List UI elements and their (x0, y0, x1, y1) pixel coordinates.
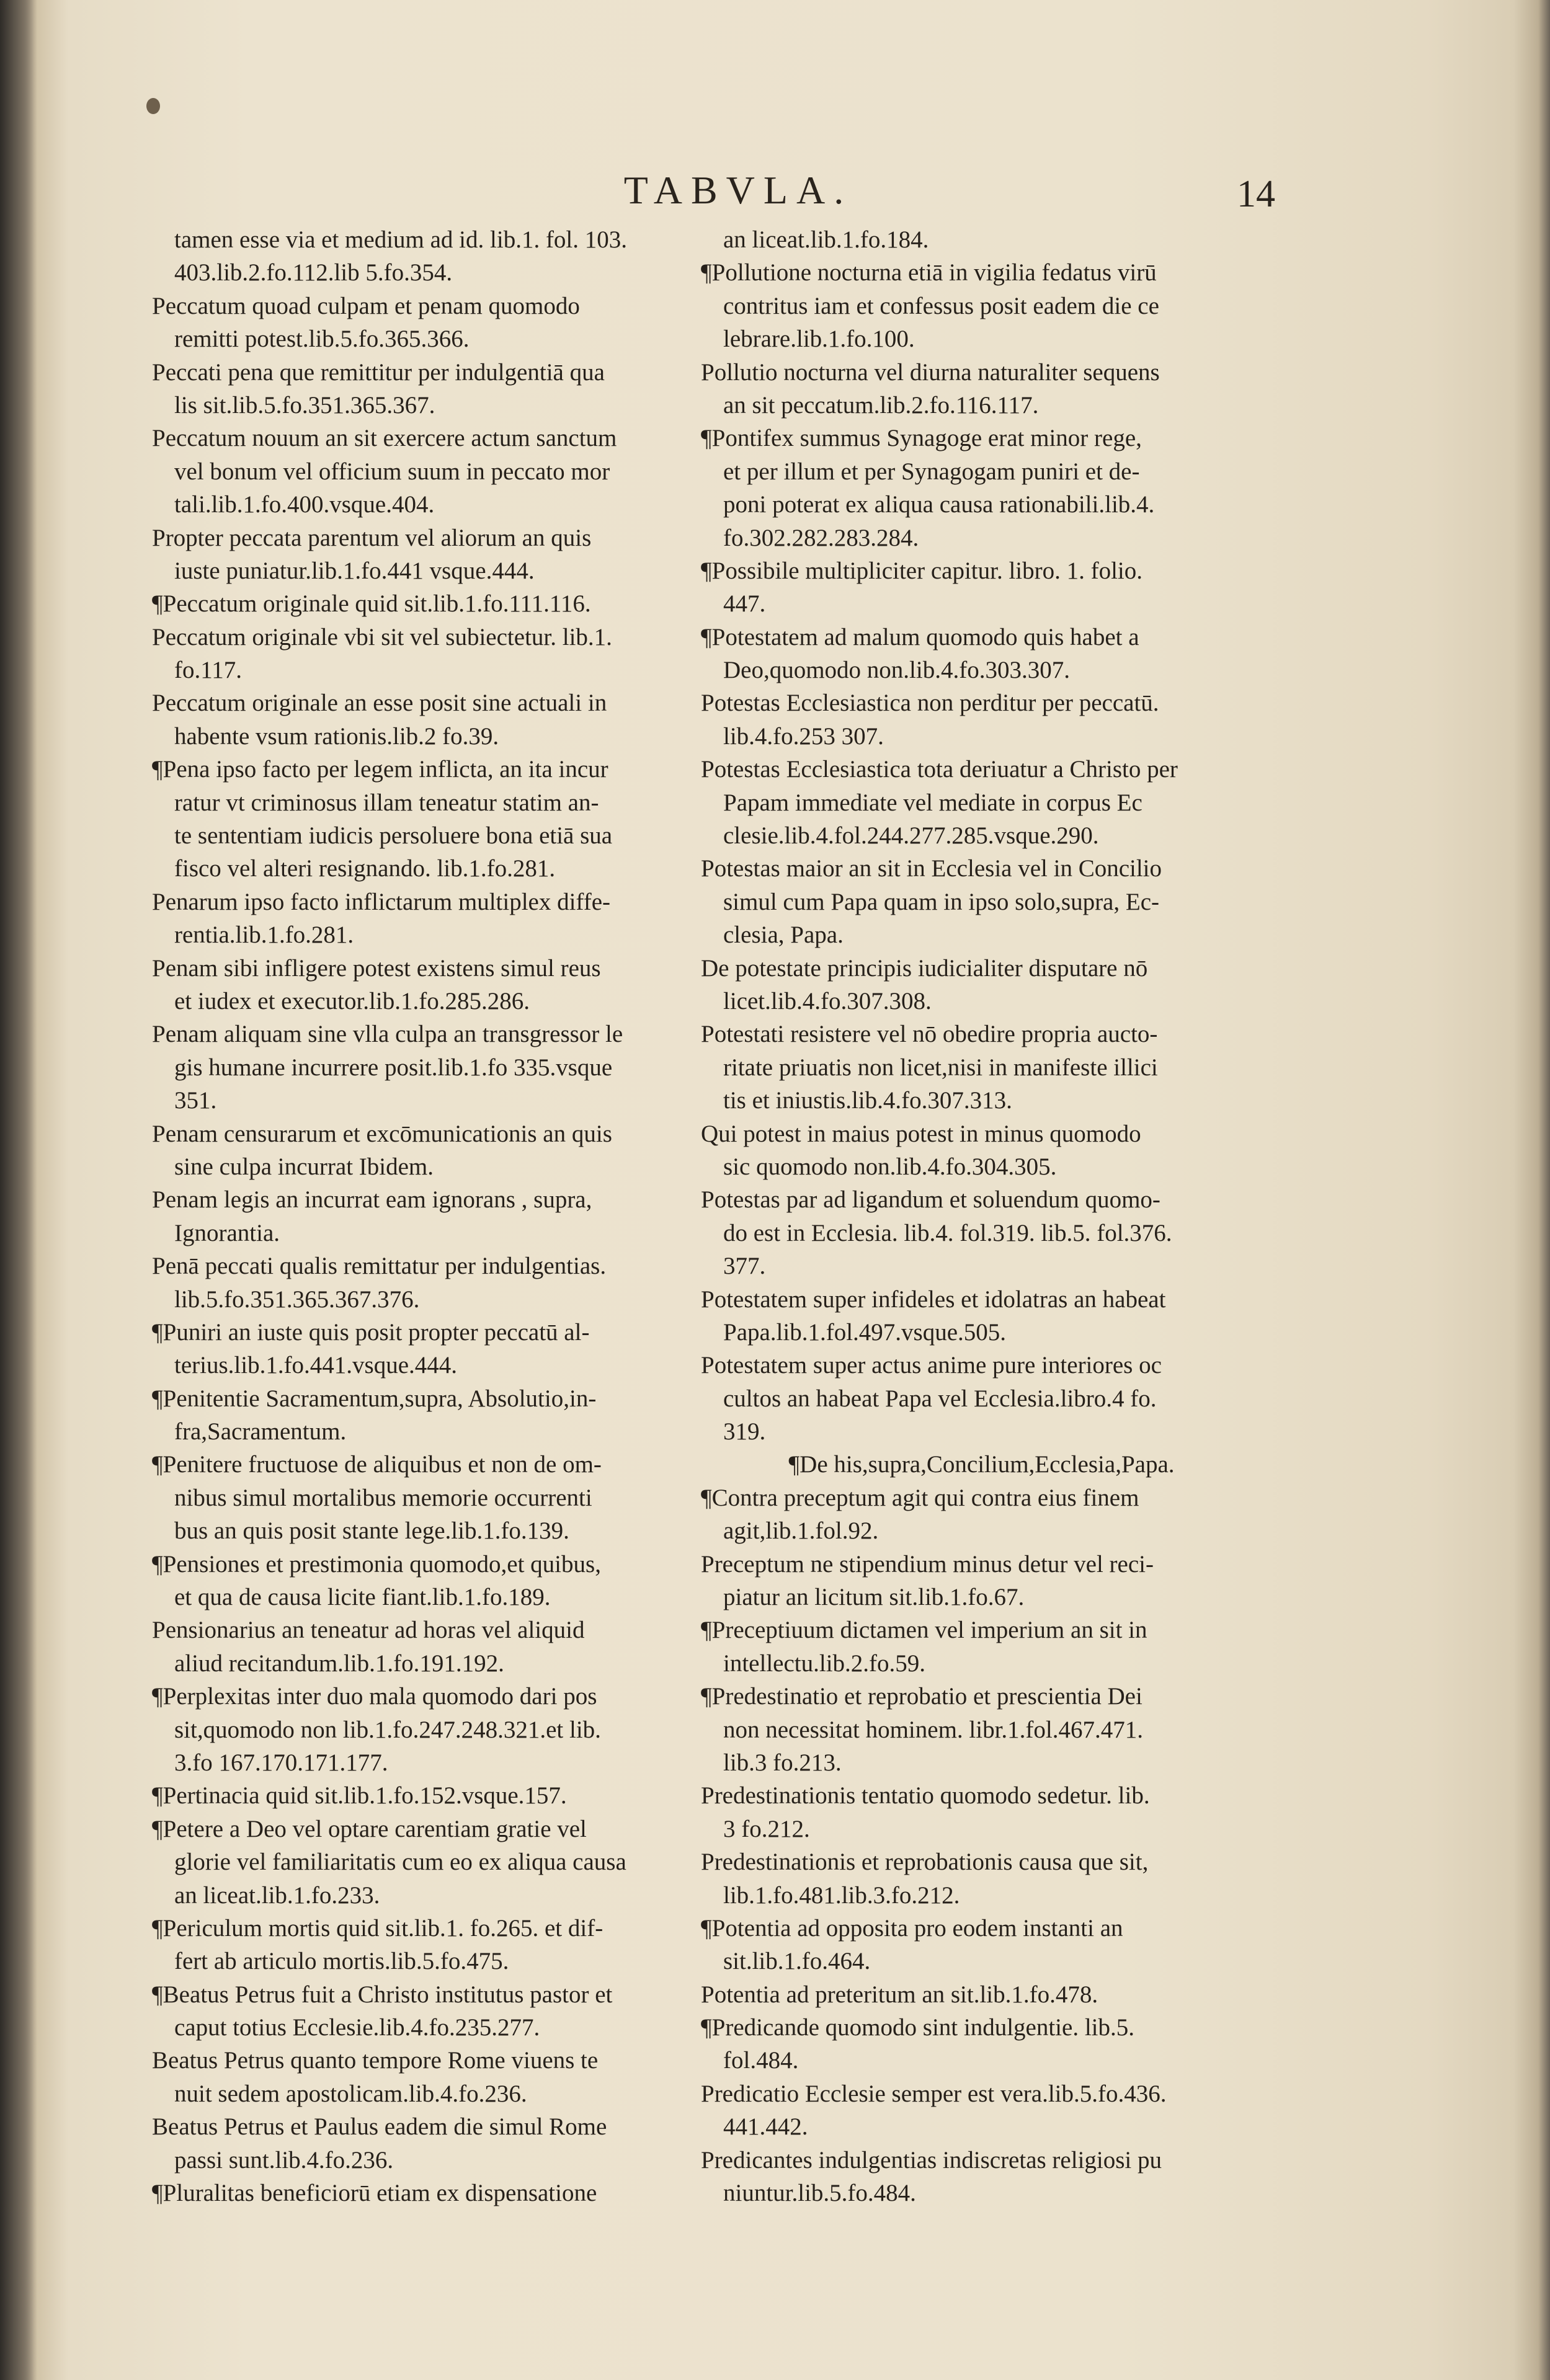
index-line: 377. (723, 1253, 766, 1280)
index-line: habente vsum rationis.lib.2 fo.39. (174, 722, 499, 750)
page-number: 14 (1237, 173, 1275, 215)
left-text-column (152, 223, 704, 2209)
index-line: ¶Predestinatio et reprobatio et prescientia Dei (701, 1683, 1142, 1710)
index-line: rentia.lib.1.fo.281. (174, 921, 354, 949)
index-line: Potentia ad preteritum an sit.lib.1.fo.478. (701, 1981, 1098, 2008)
index-line: Predestinationis et reprobationis causa que sit, (701, 1849, 1149, 1876)
index-line: sit.lib.1.fo.464. (723, 1948, 871, 1975)
index-line: De potestate principis iudicialiter disputare nō (701, 954, 1148, 982)
index-line: Pollutio nocturna vel diurna naturaliter sequens (701, 358, 1160, 386)
index-line: Peccatum originale an esse posit sine actuali in (152, 690, 607, 717)
index-line: fisco vel alteri resignando. lib.1.fo.281. (174, 855, 556, 882)
index-line: Predicatio Ecclesie semper est vera.lib.5.fo.436. (701, 2080, 1167, 2107)
index-line: an sit peccatum.lib.2.fo.116.117. (723, 391, 1039, 419)
index-line: Papa.lib.1.fol.497.vsque.505. (723, 1318, 1007, 1346)
index-line: ¶Peccatum originale quid sit.lib.1.fo.111.116. (152, 590, 591, 618)
index-line: fo.302.282.283.284. (723, 524, 919, 551)
index-line: an liceat.lib.1.fo.233. (174, 1881, 380, 1909)
index-line: te sententiam iudicis persoluere bona etiā sua (174, 822, 613, 850)
index-line: tis et iniustis.lib.4.fo.307.313. (723, 1087, 1012, 1114)
index-line: iuste puniatur.lib.1.fo.441 vsque.444. (174, 557, 535, 584)
index-line: bus an quis posit stante lege.lib.1.fo.139. (174, 1517, 569, 1545)
index-line: ¶Beatus Petrus fuit a Christo institutus pastor et (152, 1981, 613, 2008)
index-line: Qui potest in maius potest in minus quomodo (701, 1120, 1141, 1147)
ink-spot (146, 98, 160, 114)
index-line: sit,quomodo non lib.1.fo.247.248.321.et lib. (174, 1716, 601, 1743)
index-line: Potestas par ad ligandum et soluendum quomo- (701, 1186, 1160, 1214)
index-line: fol.484. (723, 2047, 799, 2074)
index-line: 319. (723, 1418, 766, 1445)
index-line: vel bonum vel officium suum in peccato mor (174, 458, 610, 485)
index-line: 3 fo.212. (723, 1815, 810, 1842)
index-line: Ignorantia. (174, 1219, 280, 1246)
index-line: Potestas maior an sit in Ecclesia vel in Concilio (701, 855, 1162, 882)
index-line: ¶Penitere fructuose de aliquibus et non de om- (152, 1451, 602, 1478)
index-line: Peccatum nouum an sit exercere actum sanctum (152, 425, 617, 452)
index-line: ¶Potentia ad opposita pro eodem instanti an (701, 1914, 1123, 1942)
index-line: Pensionarius an teneatur ad horas vel aliquid (152, 1617, 585, 1644)
index-line: fra,Sacramentum. (174, 1418, 347, 1445)
index-line: passi sunt.lib.4.fo.236. (174, 2146, 394, 2174)
index-line: ¶Petere a Deo vel optare carentiam gratie vel (152, 1815, 587, 1842)
index-line: ¶Contra preceptum agit qui contra eius finem (701, 1484, 1139, 1511)
index-line: Potestas Ecclesiastica tota deriuatur a Christo per (701, 756, 1178, 783)
index-line: caput totius Ecclesie.lib.4.fo.235.277. (174, 2014, 540, 2041)
index-line: ¶Pollutione nocturna etiā in vigilia fedatus virū (701, 259, 1157, 286)
index-line: Propter peccata parentum vel aliorum an quis (152, 524, 592, 551)
index-line: ratur vt criminosus illam teneatur statim an- (174, 789, 599, 816)
index-line: Peccatum originale vbi sit vel subiectetur. lib.1. (152, 623, 612, 651)
index-line: Penam aliquam sine vlla culpa an transgressor le (152, 1021, 623, 1048)
index-line: tamen esse via et medium ad id. lib.1. fol. 103. (174, 226, 628, 253)
index-line: Peccatum quoad culpam et penam quomodo (152, 292, 580, 319)
index-line: lis sit.lib.5.fo.351.365.367. (174, 391, 435, 419)
index-line: et qua de causa licite fiant.lib.1.fo.189. (174, 1584, 551, 1611)
index-line: 441.442. (723, 2113, 808, 2141)
index-line: ¶Pertinacia quid sit.lib.1.fo.152.vsque.157. (152, 1782, 567, 1809)
index-line: lebrare.lib.1.fo.100. (723, 326, 915, 353)
index-line: Penarum ipso facto inflictarum multiplex diffe- (152, 888, 611, 915)
index-line: nuit sedem apostolicam.lib.4.fo.236. (174, 2080, 527, 2107)
index-line: 351. (174, 1087, 217, 1114)
index-line: ¶Pena ipso facto per legem inflicta, an ita incur (152, 756, 608, 783)
index-line: Preceptum ne stipendium minus detur vel reci- (701, 1550, 1154, 1578)
index-line: Potestatem super actus anime pure interiores oc (701, 1352, 1162, 1379)
index-line: lib.5.fo.351.365.367.376. (174, 1285, 420, 1313)
index-line: do est in Ecclesia. lib.4. fol.319. lib.5. fol.376. (723, 1219, 1172, 1246)
index-line: glorie vel familiaritatis cum eo ex aliqua causa (174, 1849, 626, 1876)
index-line: Peccati pena que remittitur per indulgentiā qua (152, 358, 605, 386)
index-line: sic quomodo non.lib.4.fo.304.305. (723, 1153, 1057, 1180)
index-line: Predestinationis tentatio quomodo sedetur. lib. (701, 1782, 1150, 1809)
index-line: ¶Predicande quomodo sint indulgentie. lib.5. (701, 2014, 1134, 2041)
index-line: ¶Pontifex summus Synagoge erat minor rege, (701, 425, 1142, 452)
index-line: sine culpa incurrat Ibidem. (174, 1153, 434, 1180)
right-text-column (701, 223, 1262, 2209)
index-line: simul cum Papa quam in ipso solo,supra, Ec- (723, 888, 1159, 915)
page-header-title: TABVLA. (623, 168, 853, 212)
index-line: Penam censurarum et excōmunicationis an quis (152, 1120, 612, 1147)
index-line: piatur an licitum sit.lib.1.fo.67. (723, 1584, 1025, 1611)
index-line: Penam legis an incurrat eam ignorans , supra, (152, 1186, 592, 1214)
index-line: ritate priuatis non licet,nisi in manifeste illici (723, 1054, 1158, 1081)
index-line: an liceat.lib.1.fo.184. (723, 226, 929, 253)
index-line: Potestati resistere vel nō obedire propria aucto- (701, 1021, 1158, 1048)
index-line: lib.3 fo.213. (723, 1749, 842, 1776)
index-line: nibus simul mortalibus memorie occurrenti (174, 1484, 592, 1511)
index-line: clesia, Papa. (723, 921, 844, 949)
index-line: terius.lib.1.fo.441.vsque.444. (174, 1352, 458, 1379)
index-line: ¶Pluralitas beneficiorū etiam ex dispensatione (152, 2180, 597, 2207)
index-line: 447. (723, 590, 766, 618)
index-line: niuntur.lib.5.fo.484. (723, 2180, 916, 2207)
index-line: Penam sibi infligere potest existens simul reus (152, 954, 601, 982)
index-line: et per illum et per Synagogam puniri et de- (723, 458, 1140, 485)
index-line: contritus iam et confessus posit eadem die ce (723, 292, 1159, 319)
index-line: 403.lib.2.fo.112.lib 5.fo.354. (174, 259, 453, 286)
index-line: licet.lib.4.fo.307.308. (723, 987, 932, 1015)
index-line: lib.1.fo.481.lib.3.fo.212. (723, 1881, 960, 1909)
index-line: ¶Preceptiuum dictamen vel imperium an sit in (701, 1617, 1147, 1644)
index-line: lib.4.fo.253 307. (723, 722, 884, 750)
index-line: ¶Puniri an iuste quis posit propter peccatū al- (152, 1318, 590, 1346)
index-line: 3.fo 167.170.171.177. (174, 1749, 388, 1776)
index-line: Beatus Petrus et Paulus eadem die simul Rome (152, 2113, 607, 2141)
index-line: clesie.lib.4.fol.244.277.285.vsque.290. (723, 822, 1099, 850)
index-line: fert ab articulo mortis.lib.5.fo.475. (174, 1948, 509, 1975)
index-line: ¶Penitentie Sacramentum,supra, Absolutio,in- (152, 1385, 597, 1412)
index-line: ¶Possibile multipliciter capitur. libro. 1. folio. (701, 557, 1143, 584)
index-line: Potestas Ecclesiastica non perditur per peccatū. (701, 690, 1159, 717)
index-line: Potestatem super infideles et idolatras an habeat (701, 1285, 1166, 1313)
index-line: Penā peccati qualis remittatur per indulgentias. (152, 1253, 607, 1280)
index-line: ¶Perplexitas inter duo mala quomodo dari pos (152, 1683, 597, 1710)
index-line: Beatus Petrus quanto tempore Rome viuens te (152, 2047, 599, 2074)
index-line: Papam immediate vel mediate in corpus Ec (723, 789, 1142, 816)
index-line: ¶De his,supra,Concilium,Ecclesia,Papa. (788, 1451, 1175, 1478)
index-line: cultos an habeat Papa vel Ecclesia.libro.4 fo. (723, 1385, 1157, 1412)
index-line: fo.117. (174, 657, 243, 684)
index-line: et iudex et executor.lib.1.fo.285.286. (174, 987, 530, 1015)
index-line: ¶Pensiones et prestimonia quomodo,et quibus, (152, 1550, 601, 1578)
index-line: aliud recitandum.lib.1.fo.191.192. (174, 1650, 504, 1677)
index-line: Predicantes indulgentias indiscretas religiosi pu (701, 2146, 1162, 2174)
index-line: remitti potest.lib.5.fo.365.366. (174, 326, 470, 353)
index-line: poni poterat ex aliqua causa rationabili.lib.4. (723, 491, 1155, 518)
index-line: Deo,quomodo non.lib.4.fo.303.307. (723, 657, 1070, 684)
index-line: gis humane incurrere posit.lib.1.fo 335.vsque (174, 1054, 613, 1081)
index-line: intellectu.lib.2.fo.59. (723, 1650, 926, 1677)
index-line: tali.lib.1.fo.400.vsque.404. (174, 491, 435, 518)
index-line: non necessitat hominem. libr.1.fol.467.471. (723, 1716, 1143, 1743)
index-line: ¶Periculum mortis quid sit.lib.1. fo.265. et dif- (152, 1914, 604, 1942)
index-line: ¶Potestatem ad malum quomodo quis habet a (701, 623, 1139, 651)
index-line: agit,lib.1.fol.92. (723, 1517, 879, 1545)
